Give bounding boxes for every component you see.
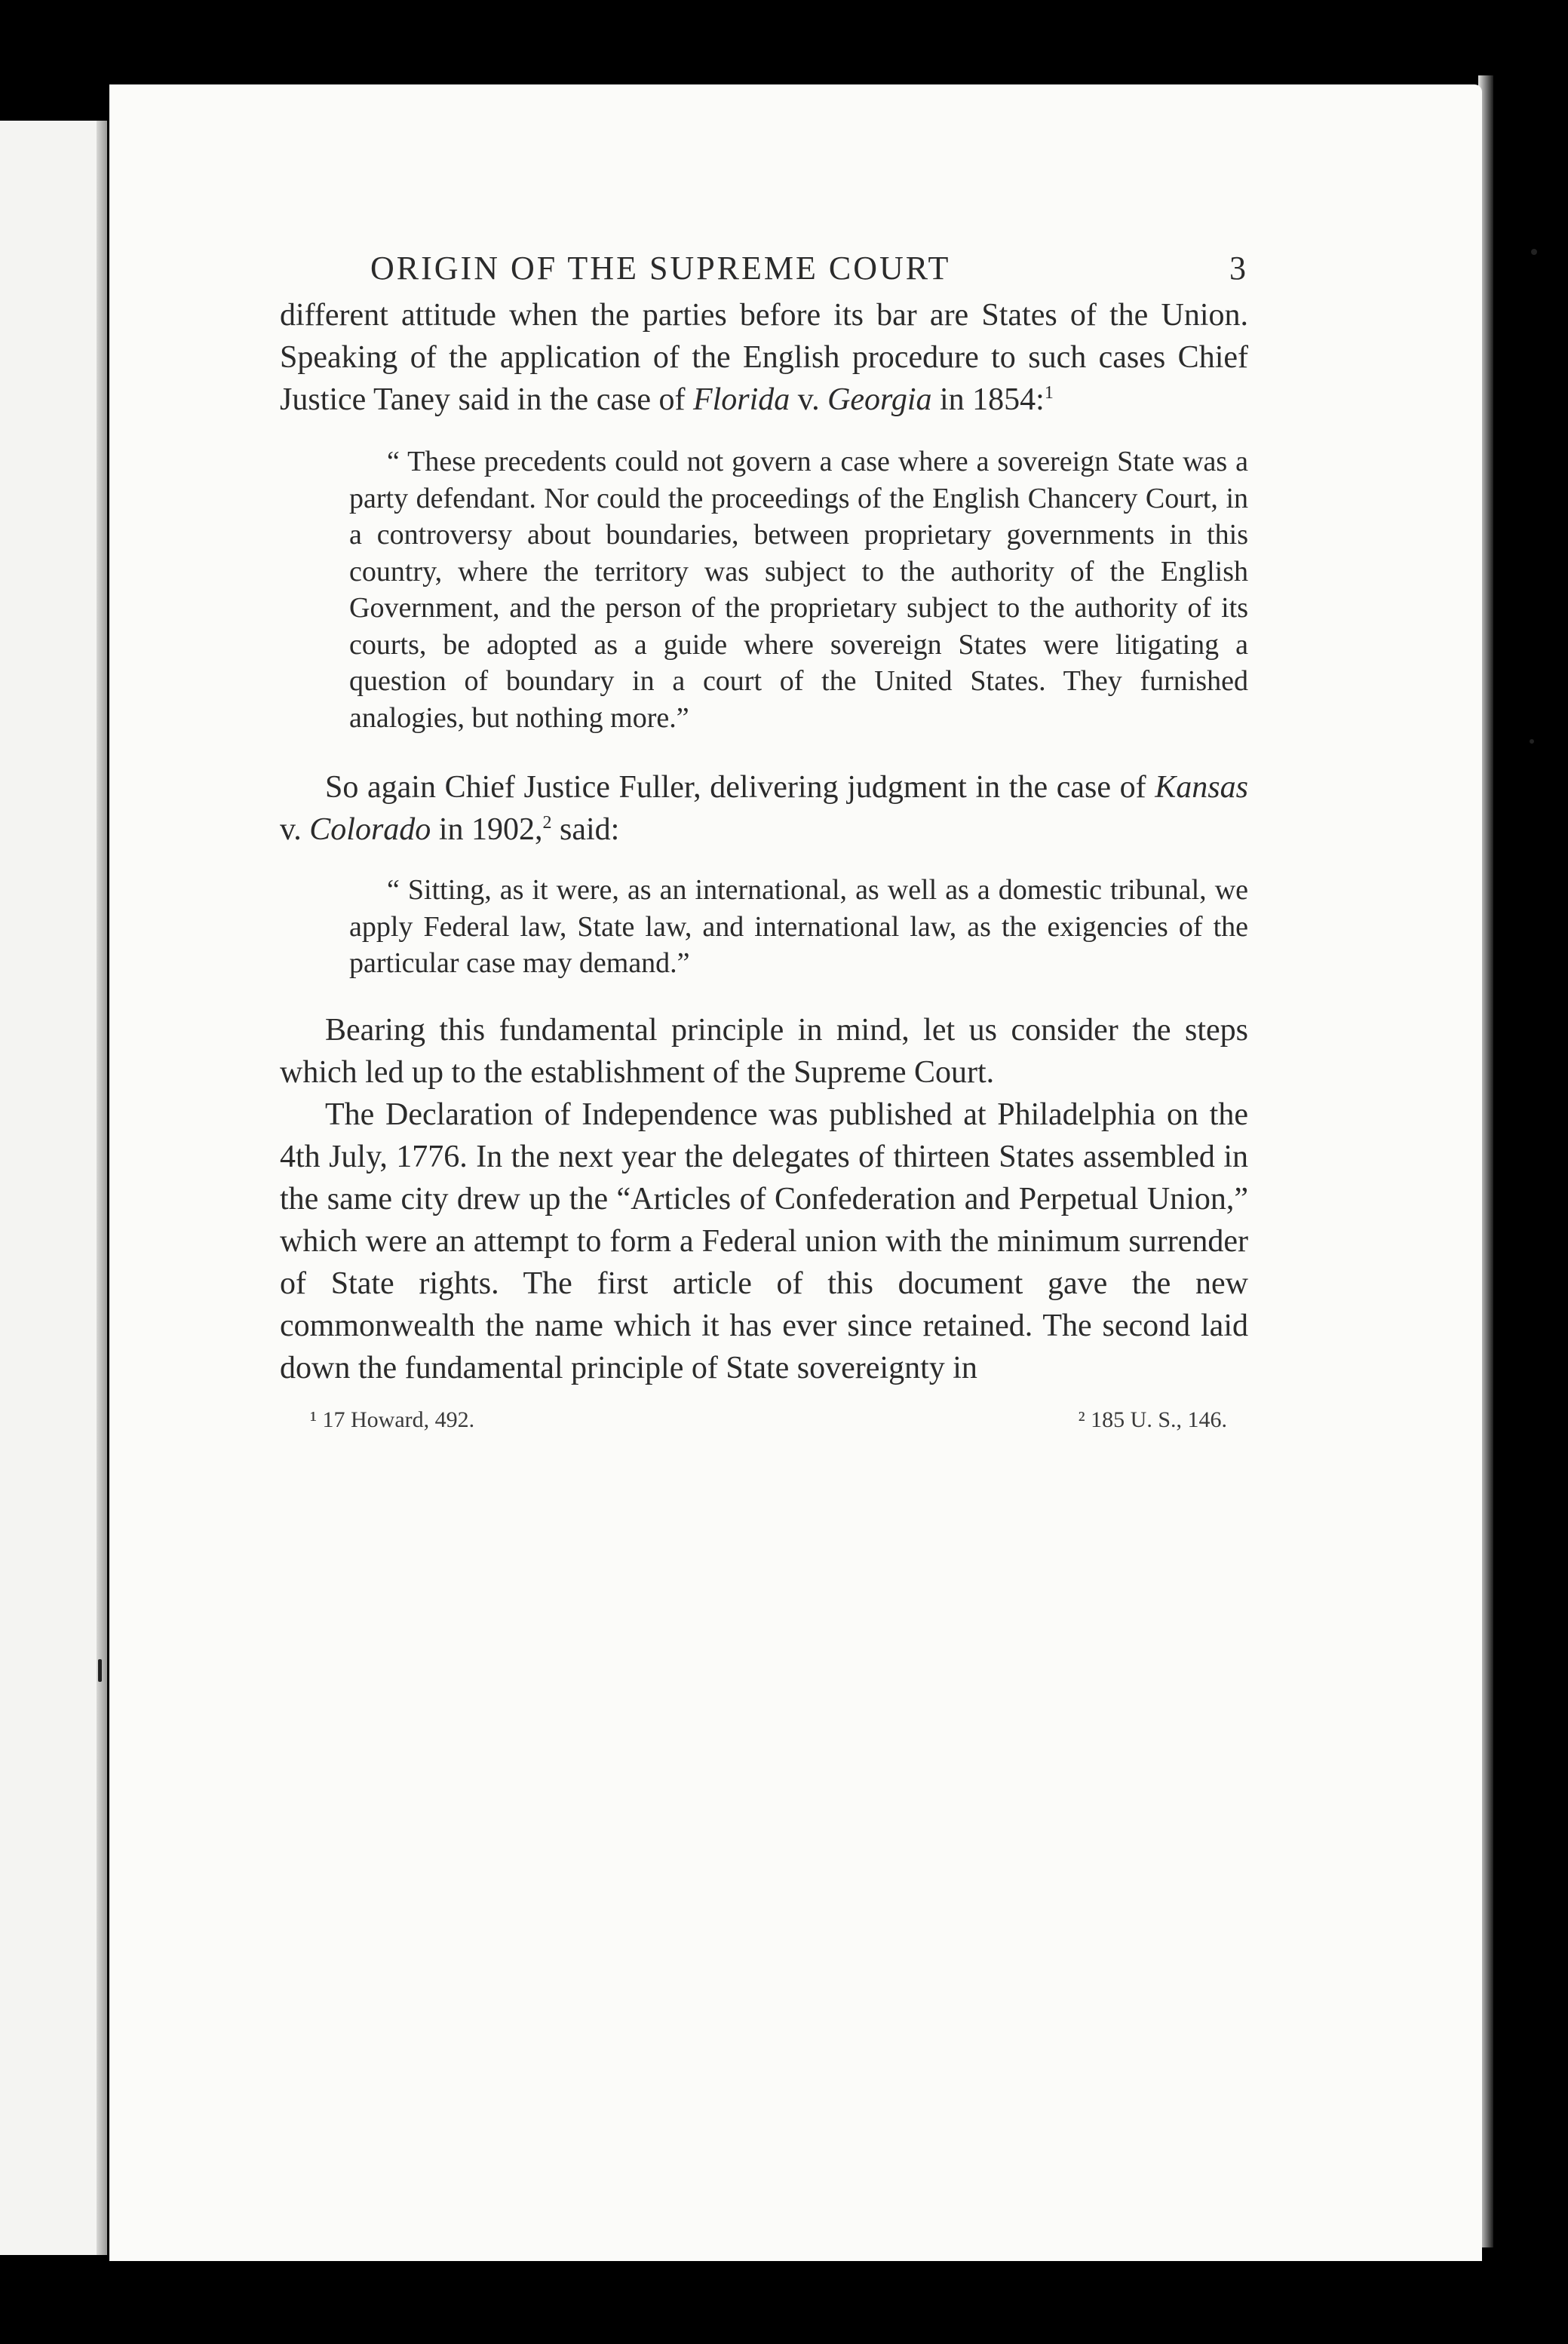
scan-speck — [1531, 249, 1537, 255]
running-head — [280, 249, 1248, 294]
paragraph-2 — [280, 766, 1248, 851]
paragraph-2-year: in 1902, — [431, 812, 543, 847]
case-versus: v. — [790, 382, 828, 417]
facing-page-edge — [0, 121, 106, 2255]
book-gutter — [97, 121, 107, 2255]
case-name-colorado: Colorado — [309, 812, 431, 847]
footnote-1: ¹ 17 Howard, 492. — [310, 1407, 475, 1432]
paragraph-1-text: different attitude when the parties before its bar are States of the Union. Speaking of the application of the English procedure to such cases Chief Justice Taney said in the case of — [280, 298, 1248, 417]
paragraph-1-text-end: in 1854: — [931, 382, 1045, 417]
block-quote-taney: “ These precedents could not govern a case where a sovereign State was a party defendant. Nor could the proceedings of the English Chancery Court, in a controversy about boundaries, between proprietary governments in this country, where the territory was subject to the authority of the English Government, and the person of the proprietary subject to the authority of its courts, be adopted as a guide where sovereign States were litigating a question of boundary in a court of the United States. They furnished analogies, but nothing more.” — [349, 446, 1248, 734]
paragraph-1 — [280, 294, 1248, 421]
scan-speck — [1530, 739, 1534, 744]
scan-speck — [98, 1659, 102, 1682]
footnote-ref-1: 1 — [1044, 383, 1054, 403]
paragraph-2-text-end: said: — [551, 812, 620, 847]
page-text-block — [280, 249, 1248, 1445]
case-name-florida: Florida — [692, 382, 790, 417]
footnote-2: ² 185 U. S., 146. — [1078, 1407, 1227, 1432]
page-number: 3 — [1229, 250, 1248, 287]
book-page — [109, 84, 1482, 2261]
footnote-ref-2: 2 — [542, 813, 552, 833]
paragraph-4: The Declaration of Independence was published at Philadelphia on the 4th July, 1776. In the next year the delegates of thirteen States assembled in the same city drew up the “Articles of Confederation and Perpetual Union,” which were an attempt to form a Federal union with the minimum surrender of State rights. The first article of this document gave the new commonwealth the name which it has ever since retained. The second laid down the fundamental principle of State sovereignty in — [280, 1097, 1248, 1385]
case-versus-2: v. — [280, 812, 310, 847]
running-head-title: ORIGIN OF THE SUPREME COURT — [370, 250, 951, 287]
paragraph-3: Bearing this fundamental principle in mind, let us consider the steps which led up to the establishment of the Supreme Court. — [280, 1012, 1248, 1090]
paragraph-2-text: So again Chief Justice Fuller, delivering judgment in the case of — [325, 770, 1155, 805]
case-name-kansas: Kansas — [1155, 770, 1248, 805]
case-name-georgia: Georgia — [827, 382, 932, 417]
block-quote-fuller: “ Sitting, as it were, as an international, as well as a domestic tribunal, we apply Federal law, State law, and international law, as the exigencies of the particular case may demand.” — [349, 874, 1248, 979]
footnotes — [280, 1407, 1248, 1445]
